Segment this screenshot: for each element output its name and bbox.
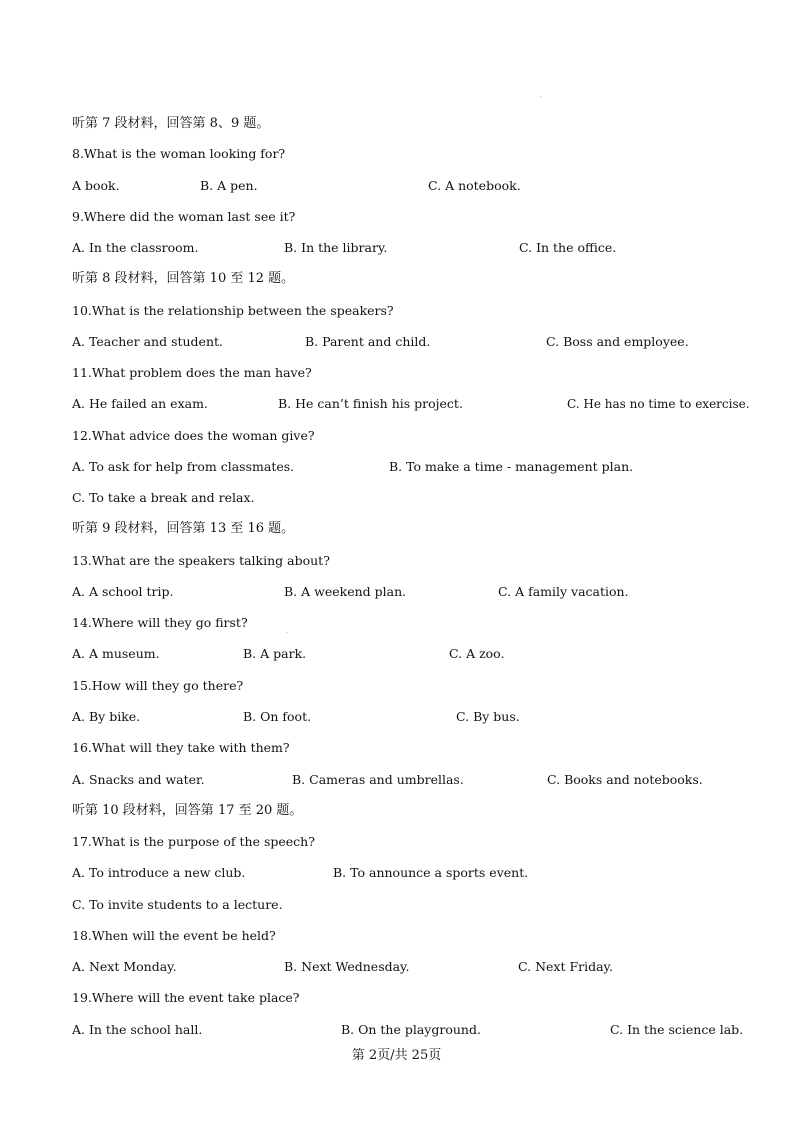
option-10b: B. Parent and child. (305, 334, 431, 349)
option-16a: A. Snacks and water. (72, 772, 205, 787)
question-15: 15.How will they go there? (72, 678, 244, 693)
option-9a: A. In the classroom. (72, 240, 199, 255)
option-14c: C. A zoo. (449, 646, 505, 661)
option-17a: A. To introduce a new club. (72, 865, 246, 880)
option-12c: C. To take a break and relax. (72, 490, 255, 505)
section-header: 听第 9 段材料，回答第 13 至 16 题。 (72, 521, 295, 536)
question-13: 13.What are the speakers talking about? (72, 553, 330, 568)
question-17: 17.What is the purpose of the speech? (72, 834, 315, 849)
option-19c: C. In the science lab. (610, 1022, 744, 1037)
option-13c: C. A family vacation. (498, 584, 629, 599)
question-14: 14.Where will they go first? (72, 615, 248, 630)
section-header: 听第 8 段材料，回答第 10 至 12 题。 (72, 271, 295, 286)
option-9c: C. In the office. (519, 240, 617, 255)
option-16c: C. Books and notebooks. (547, 772, 703, 787)
option-12a: A. To ask for help from classmates. (72, 459, 295, 474)
option-11c: C. He has no time to exercise. (567, 397, 750, 411)
option-14b: B. A park. (243, 646, 307, 661)
question-11: 11.What problem does the man have? (72, 365, 312, 380)
section-header: 听第 7 段材料，回答第 8、9 题。 (72, 116, 270, 131)
option-19a: A. In the school hall. (72, 1022, 203, 1037)
stray-mark: · (286, 630, 288, 637)
option-8b: B. A pen. (200, 178, 258, 193)
option-11a: A. He failed an exam. (72, 396, 208, 411)
section-header: 听第 10 段材料，回答第 17 至 20 题。 (72, 803, 303, 818)
option-10a: A. Teacher and student. (72, 334, 224, 349)
question-12: 12.What advice does the woman give? (72, 428, 315, 443)
option-15a: A. By bike. (72, 709, 141, 724)
option-19b: B. On the playground. (341, 1022, 481, 1037)
option-18c: C. Next Friday. (518, 959, 613, 974)
question-19: 19.Where will the event take place? (72, 990, 300, 1005)
option-12b: B. To make a time - management plan. (389, 459, 634, 474)
option-11b: B. He can’t finish his project. (278, 396, 463, 411)
option-18b: B. Next Wednesday. (284, 959, 410, 974)
option-17c: C. To invite students to a lecture. (72, 897, 283, 912)
question-18: 18.When will the event be held? (72, 928, 276, 943)
option-13a: A. A school trip. (72, 584, 174, 599)
question-10: 10.What is the relationship between the speakers? (72, 303, 394, 318)
question-8: 8.What is the woman looking for? (72, 146, 286, 161)
option-18a: A. Next Monday. (72, 959, 177, 974)
question-9: 9.Where did the woman last see it? (72, 209, 296, 224)
option-8a: A book. (72, 178, 120, 193)
option-10c: C. Boss and employee. (546, 334, 689, 349)
option-13b: B. A weekend plan. (284, 584, 407, 599)
option-8c: C. A notebook. (428, 178, 521, 193)
option-15b: B. On foot. (243, 709, 312, 724)
page-footer: 第 2页/共 25页 (351, 1048, 442, 1063)
option-14a: A. A museum. (72, 646, 160, 661)
option-9b: B. In the library. (284, 240, 388, 255)
option-17b: B. To announce a sports event. (333, 865, 529, 880)
question-16: 16.What will they take with them? (72, 740, 290, 755)
option-15c: C. By bus. (456, 709, 520, 724)
stray-mark: · (540, 94, 542, 101)
option-16b: B. Cameras and umbrellas. (292, 772, 464, 787)
